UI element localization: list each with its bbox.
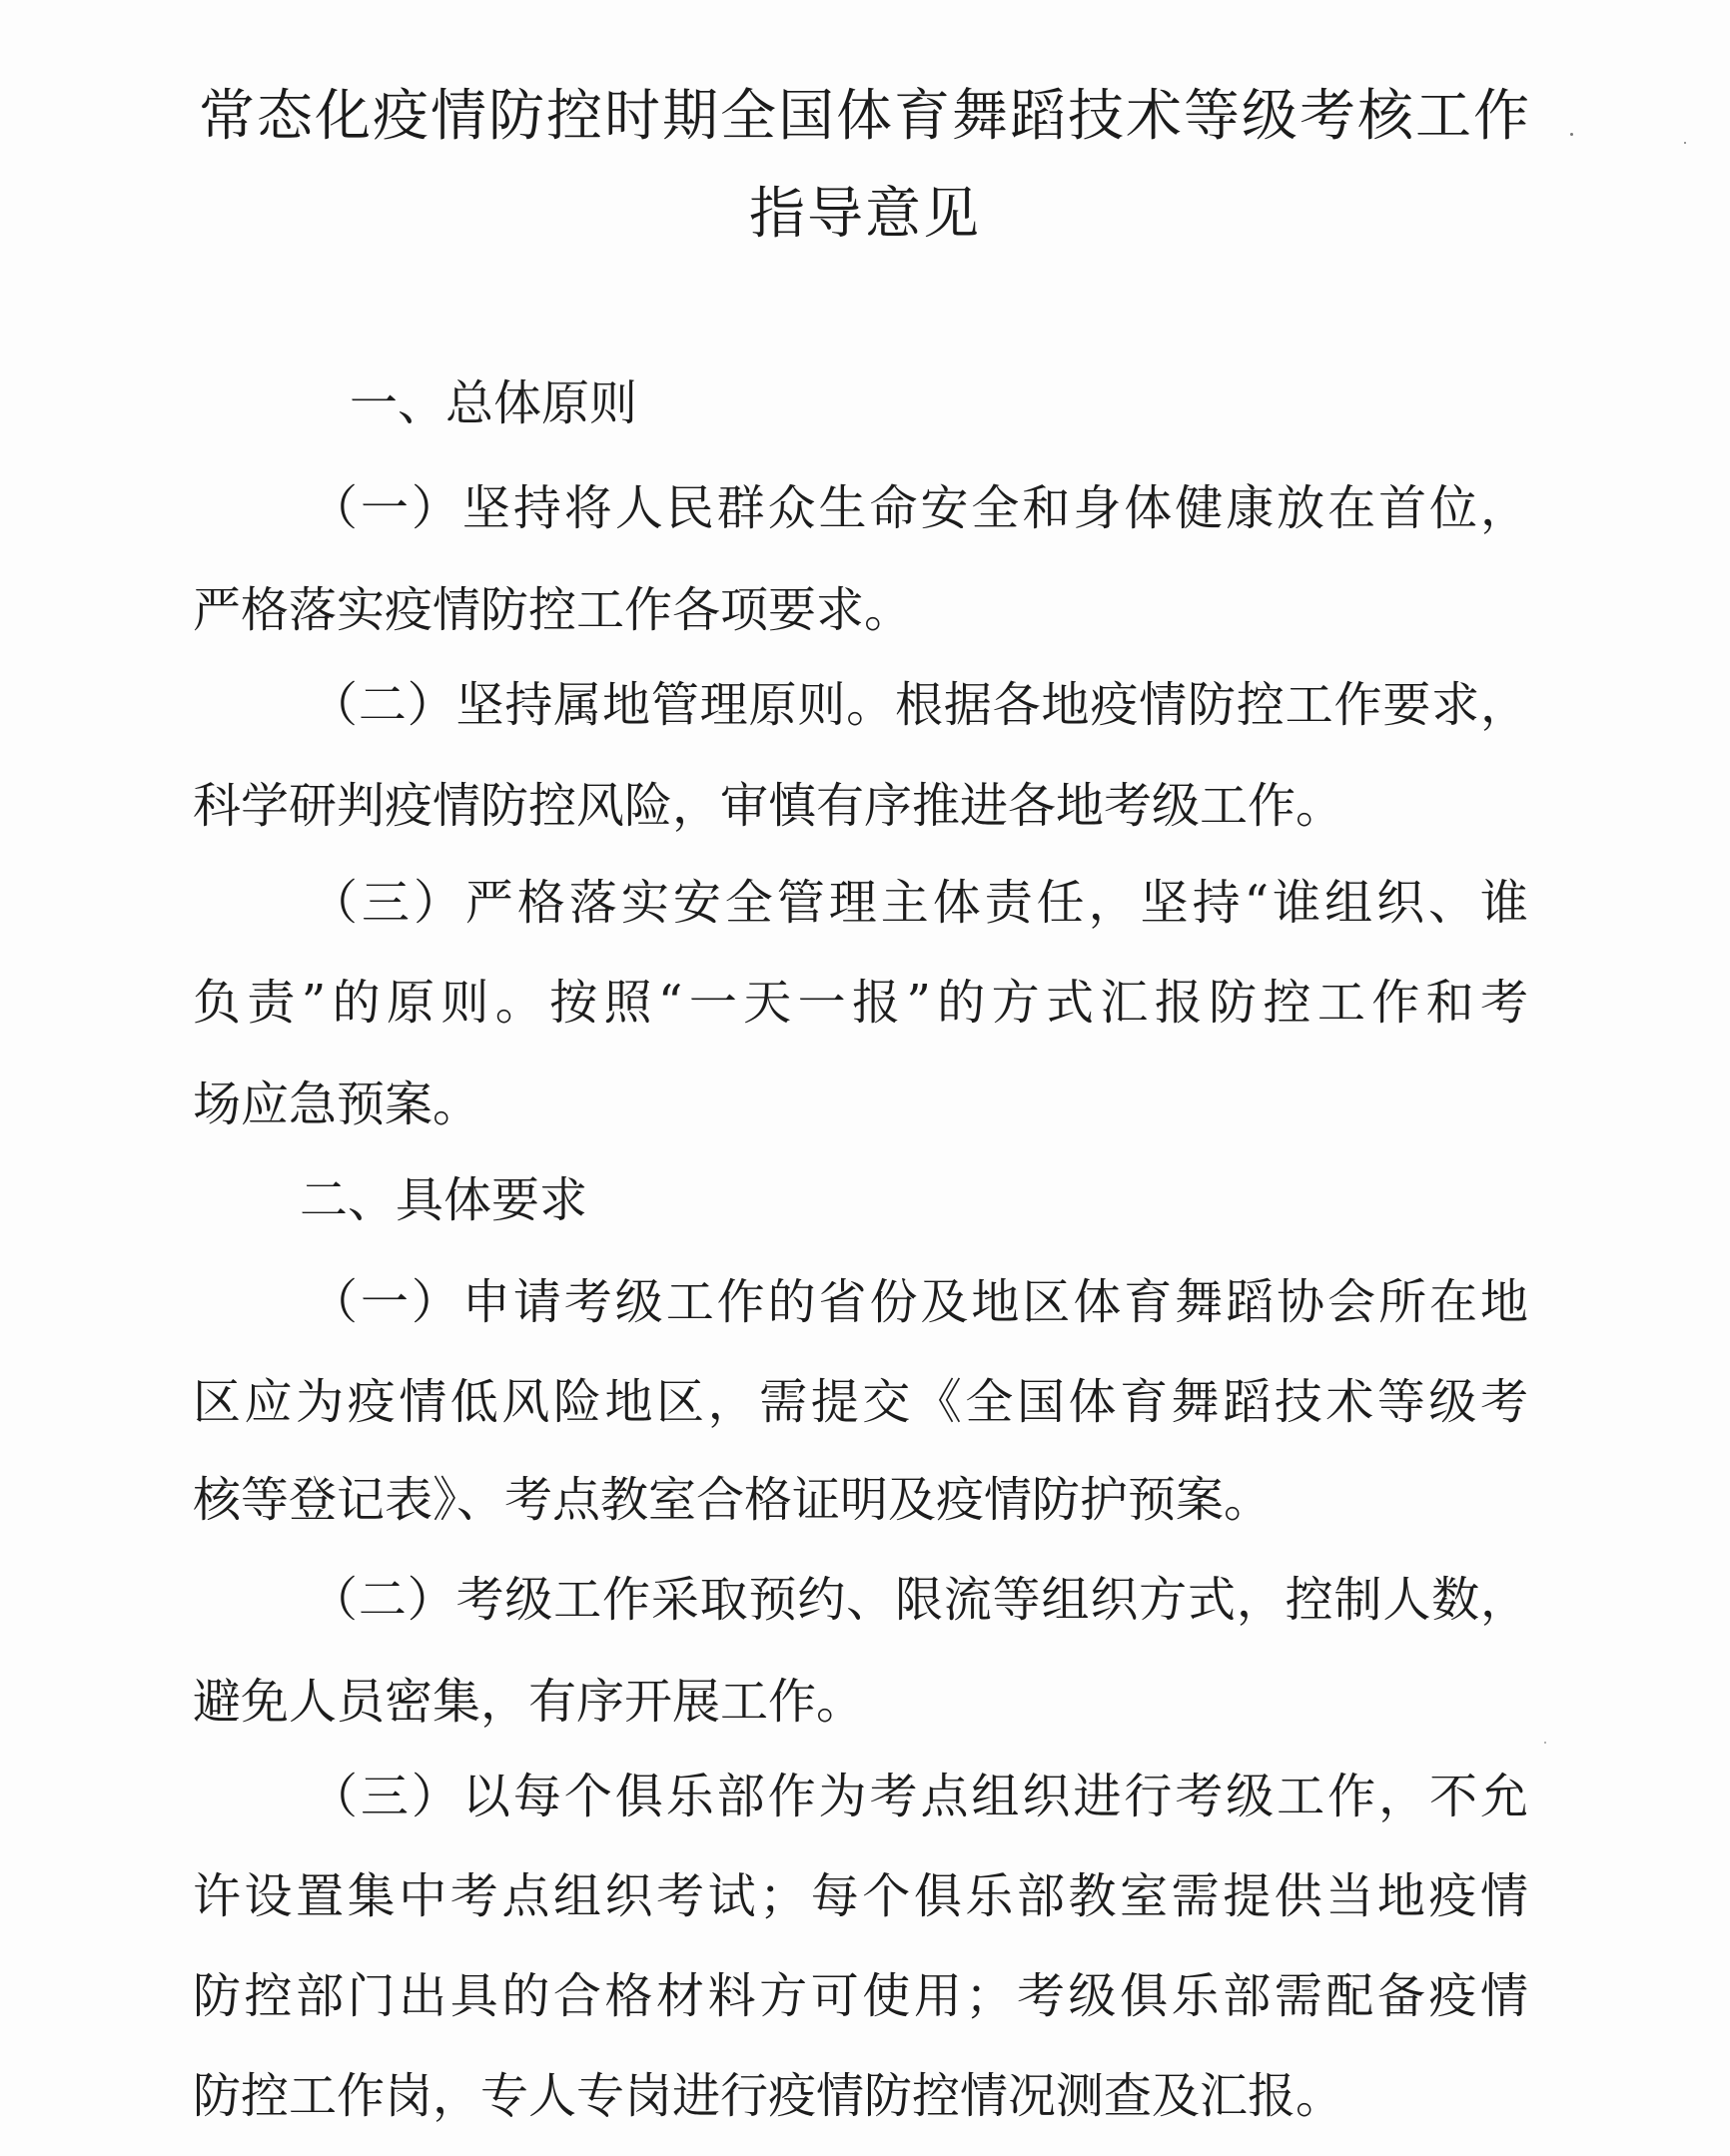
- section-2-item-1-line-3: 核等登记表》、考点教室合格证明及疫情防护预案。: [193, 1472, 1273, 1528]
- section-1-heading: 一、总体原则: [350, 375, 638, 431]
- scan-speck: [1684, 142, 1686, 144]
- section-1-item-1-line-1: （一）坚持将人民群众生命安全和身体健康放在首位，: [310, 480, 1528, 536]
- section-2-heading: 二、具体要求: [300, 1172, 588, 1228]
- section-1-item-3-line-3: 场应急预案。: [193, 1077, 481, 1132]
- section-2-item-1-line-1: （一）申请考级工作的省份及地区体育舞蹈协会所在地: [310, 1274, 1528, 1330]
- section-2-item-1-line-2: 区应为疫情低风险地区，需提交《全国体育舞蹈技术等级考: [193, 1374, 1528, 1430]
- section-1-item-3-line-2: 负责”的原则。按照“一天一报”的方式汇报防控工作和考: [193, 975, 1528, 1031]
- section-1-item-2-line-2: 科学研判疫情防控风险，审慎有序推进各地考级工作。: [193, 778, 1344, 834]
- document-title-line-2: 指导意见: [749, 182, 981, 247]
- section-2-item-3-line-4: 防控工作岗，专人专岗进行疫情防控情况测查及汇报。: [193, 2068, 1344, 2124]
- scan-speck: [1544, 1742, 1546, 1744]
- section-2-item-3-line-3: 防控部门出具的合格材料方可使用；考级俱乐部需配备疫情: [193, 1968, 1528, 2024]
- section-2-item-2-line-1: （二）考级工作采取预约、限流等组织方式，控制人数，: [310, 1572, 1528, 1628]
- section-1-item-2-line-1: （二）坚持属地管理原则。根据各地疫情防控工作要求，: [310, 677, 1528, 733]
- document-title-line-1: 常态化疫情防控时期全国体育舞蹈技术等级考核工作: [199, 84, 1531, 149]
- section-1-item-1-line-2: 严格落实疫情防控工作各项要求。: [193, 582, 913, 638]
- section-2-item-2-line-2: 避免人员密集，有序开展工作。: [193, 1674, 865, 1730]
- section-2-item-3-line-1: （三）以每个俱乐部作为考点组织进行考级工作，不允: [310, 1769, 1528, 1824]
- section-1-item-3-line-1: （三）严格落实安全管理主体责任，坚持“谁组织、谁: [310, 875, 1528, 931]
- scan-speck: [1570, 133, 1573, 136]
- section-2-item-3-line-2: 许设置集中考点组织考试；每个俱乐部教室需提供当地疫情: [193, 1868, 1528, 1924]
